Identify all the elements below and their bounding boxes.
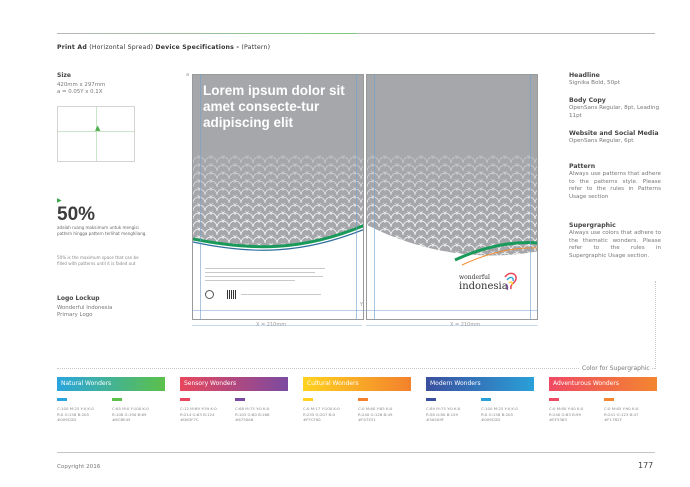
- right-page: [366, 74, 538, 320]
- spread-mockup: [186, 72, 538, 322]
- swatch-bar: [180, 377, 288, 391]
- spec-headline: [569, 72, 661, 88]
- swatch-label: Modern Wonders: [430, 380, 481, 387]
- qr-code-icon: [227, 290, 236, 299]
- ad-headline: Lorem ipsum dolor sit amet consecte-tur adipiscing elit: [203, 83, 345, 130]
- copyright: Copyright 2016: [57, 464, 101, 470]
- spec-heading: Pattern: [569, 163, 596, 170]
- color-chip: [604, 398, 614, 401]
- spec-value: Always use colors that adhere to the thematic wonders. Please refer to the rules in Supergraphic Usage section.: [569, 230, 661, 259]
- color-code: C:0 M:17 Y:100 K:0 R:255 G:207 B:0 #FFCF00: [303, 406, 340, 423]
- max-pattern-percent: 50%: [57, 204, 96, 225]
- color-code: C:68 M:75 Y:0 K:0 R:103 G:80 B:166 #6750A6: [235, 406, 270, 423]
- logo-lockup-heading: Logo Lockup: [57, 295, 100, 302]
- spec-value: OpenSans Regular, 8pt, Leading 11pt: [569, 105, 660, 119]
- swatch-label: Natural Wonders: [61, 380, 112, 387]
- color-chip: [235, 398, 245, 401]
- swatch-bar: [549, 377, 657, 391]
- color-code: C:65 M:0 Y:100 K:0 R:108 G:190 B:69 #6CBE45: [112, 406, 149, 423]
- margin-guide: [200, 74, 201, 320]
- swatch-bar: [303, 377, 411, 391]
- color-chip: [57, 398, 67, 401]
- bullet-triangle-icon: ▶: [57, 197, 62, 204]
- thumbnail-centerline: [96, 107, 97, 161]
- body-copy-line: [205, 280, 295, 281]
- title-main: Device Specifications -: [155, 44, 240, 51]
- swatch-bar: [57, 377, 165, 391]
- body-copy-line: [205, 276, 323, 277]
- percent-description-en: 50% is the maximum space that can be filled with patterns until it is faded out: [57, 255, 139, 267]
- size-dimensions: 420mm x 297mm: [57, 82, 106, 88]
- spec-value: Always use patterns that adhere to the patterns style. Please refer to the rules in Patterns Usage section: [569, 171, 661, 200]
- layout-thumbnail: [57, 106, 135, 162]
- margin-guide: [356, 74, 357, 320]
- dimension-right: X = 210mm: [450, 322, 481, 328]
- swatch-label: Adventurous Wonders: [553, 380, 619, 387]
- body-copy-line: [205, 272, 315, 273]
- spec-website-social: [569, 130, 661, 146]
- page-title: [57, 44, 270, 51]
- color-chip: [303, 398, 313, 401]
- logo-name: Wonderful Indonesia: [57, 305, 113, 311]
- percent-description-id: adalah ruang maksimum untuk mengisi pattern hingga pattern terlihat menghilang.: [57, 225, 147, 237]
- swatch-label: Sensory Wonders: [184, 380, 237, 387]
- top-rule: [57, 33, 655, 34]
- footer-rule: [57, 452, 655, 453]
- website-line: [241, 294, 321, 295]
- color-code: C:100 M:25 Y:0 K:0 R:0 G:156 B:205 #009CDD: [57, 406, 94, 423]
- arrow-up-icon: ▲: [95, 124, 101, 132]
- margin-guide: [530, 74, 531, 320]
- color-code: C:0 M:80 Y:40 K:0 R:240 G:83 B:99 #EF5363: [549, 406, 584, 423]
- color-code: C:12 M:89 Y:59 K:0 R:214 G:63 B:124 #D63F7C: [180, 406, 217, 423]
- color-chip: [180, 398, 190, 401]
- logo-type: Primary Logo: [57, 312, 93, 318]
- color-code: C:89 M:75 Y:0 K:0 R:58 G:80 B:159 #3A509F: [426, 406, 461, 423]
- logo-wordmark-small: wonderful: [459, 274, 490, 281]
- marker-y: Y: [360, 302, 364, 308]
- left-page: [192, 74, 364, 320]
- spec-supergraphic: [569, 222, 661, 260]
- spec-body-copy: [569, 97, 661, 120]
- spec-pattern: [569, 163, 661, 201]
- spec-heading: Supergraphic: [569, 222, 616, 229]
- size-heading: Size: [57, 72, 71, 79]
- spec-heading: Website and Social Media: [569, 130, 659, 137]
- spec-value: OpenSans Regular, 6pt: [569, 138, 634, 144]
- color-caption: Color for Supergraphic: [582, 365, 650, 372]
- title-prefix: Print Ad: [57, 44, 88, 51]
- marker-a: a: [186, 72, 190, 78]
- spec-value: Signika Bold, 50pt: [569, 80, 620, 86]
- color-chip: [112, 398, 122, 401]
- wonderful-indonesia-logo: [459, 271, 519, 297]
- color-code: C:100 M:25 Y:0 K:0 R:0 G:156 B:205 #009CDD: [481, 406, 518, 423]
- title-pattern: (Pattern): [241, 44, 271, 51]
- margin-guide: [374, 74, 375, 320]
- dimension-left: X = 210mm: [256, 322, 287, 328]
- section-divider: [57, 368, 655, 369]
- swatch-label: Cultural Wonders: [307, 380, 359, 387]
- spec-heading: Body Copy: [569, 97, 606, 104]
- seal-icon: [205, 290, 214, 299]
- color-chip: [426, 398, 436, 401]
- section-divider-vertical: [655, 281, 656, 369]
- size-values: [57, 82, 147, 96]
- logo-wordmark-large: indonesia: [459, 281, 508, 292]
- color-chip: [358, 398, 368, 401]
- title-variant: (Horizontal Spread): [89, 44, 154, 51]
- page-number: 177: [638, 461, 654, 470]
- color-code: C:0 M:60 Y:85 K:0 R:240 G:126 B:49 #F07E31: [358, 406, 393, 423]
- garuda-logo-icon: [503, 271, 519, 291]
- spec-heading: Headline: [569, 72, 600, 79]
- color-chip: [549, 398, 559, 401]
- swatch-bar: [426, 377, 534, 391]
- color-code: C:0 M:65 Y:90 K:0 R:241 G:123 B:47 #F17B2F: [604, 406, 639, 423]
- bottom-guide: [192, 310, 538, 311]
- size-formula: a = 0.05Y x 0.1X: [57, 89, 103, 95]
- logo-lockup-values: [57, 305, 112, 319]
- color-chip: [481, 398, 491, 401]
- body-copy-line: [205, 268, 325, 269]
